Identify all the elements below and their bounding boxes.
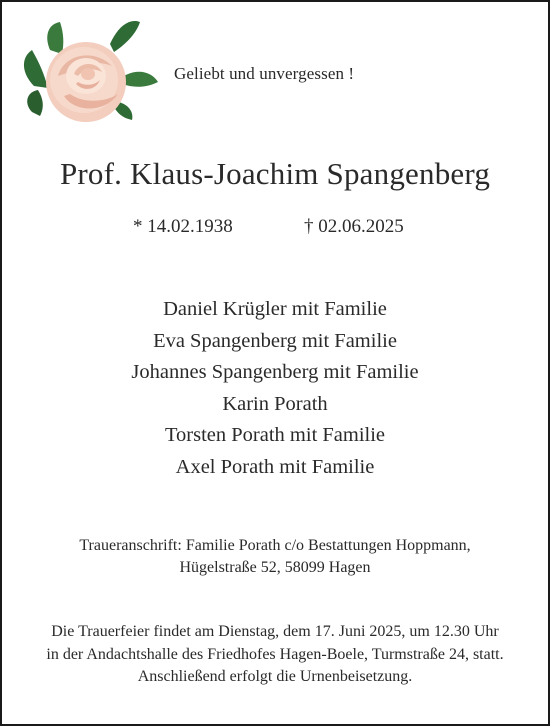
mourner-line: Johannes Spangenberg mit Familie: [131, 361, 419, 383]
birth-date: * 14.02.1938: [133, 216, 233, 237]
rose-icon: [14, 16, 164, 128]
service-line: in der Andachtshalle des Friedhofes Hagen-Boele, Turmstraße 24, statt.: [46, 645, 504, 663]
motto-text: Geliebt und unvergessen !: [174, 64, 355, 83]
death-date: † 02.06.2025: [304, 216, 404, 237]
address-line: Traueranschrift: Familie Porath c/o Bestattungen Hoppmann,: [79, 537, 471, 554]
mourner-line: Eva Spangenberg mit Familie: [153, 329, 397, 352]
service-line: Anschließend erfolgt die Urnenbeisetzung.: [137, 668, 413, 685]
funeral-service-info: [2, 621, 548, 689]
mourners-list: [2, 294, 548, 483]
deceased-name: Prof. Klaus-Joachim Spangenberg: [59, 156, 491, 191]
mourner-line: Karin Porath: [222, 392, 328, 415]
mourner-line: Axel Porath mit Familie: [175, 455, 375, 478]
address-line: Hügelstraße 52, 58099 Hagen: [179, 559, 371, 576]
mourner-line: Daniel Krügler mit Familie: [163, 298, 387, 320]
mourner-line: Torsten Porath mit Familie: [164, 424, 386, 446]
mourning-address: [2, 535, 548, 579]
service-line: Die Trauerfeier findet am Dienstag, dem 17. Juni 2025, um 12.30 Uhr: [51, 623, 499, 640]
